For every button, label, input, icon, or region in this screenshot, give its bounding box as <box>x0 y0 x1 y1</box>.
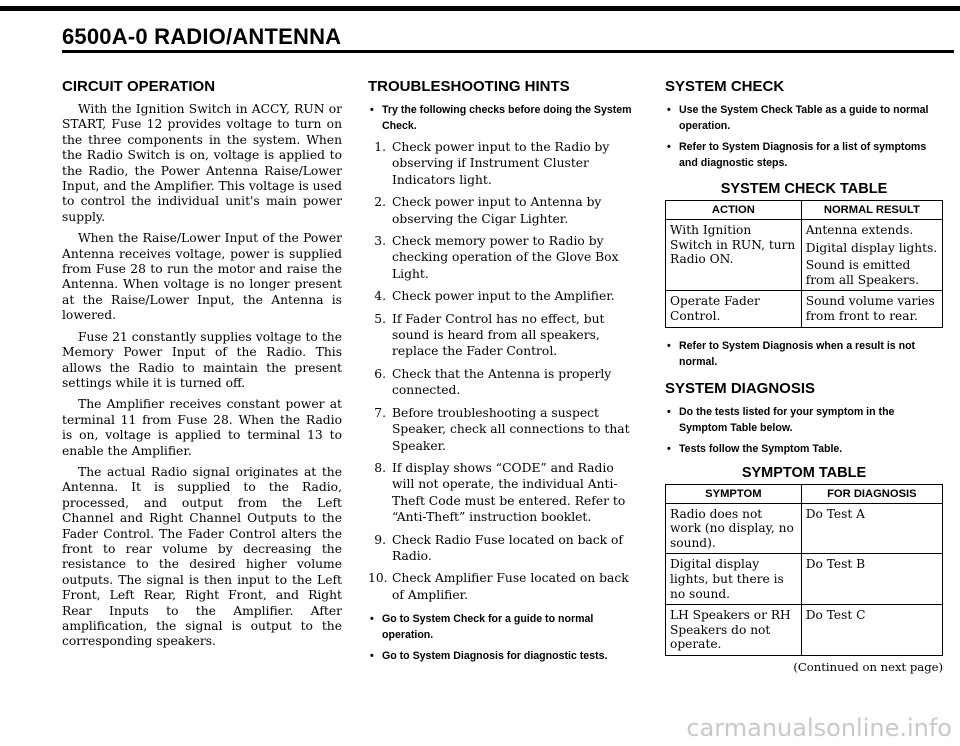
system-check-bullet: • Refer to System Diagnosis for a list of symptoms and diagnostic steps. <box>665 139 943 171</box>
troubleshooting-step <box>368 288 636 304</box>
symptom-cell: Digital display lights, but there is no sound. <box>666 554 802 605</box>
troubleshooting-step <box>368 460 636 526</box>
table-row <box>666 503 943 554</box>
troubleshooting-step <box>368 139 636 188</box>
result-line: Sound volume varies from front to rear. <box>805 294 935 323</box>
result-line: Antenna extends. <box>805 223 914 237</box>
system-check-heading: SYSTEM CHECK <box>665 78 785 95</box>
step-text: Check Radio Fuse located on back of Radio. <box>392 532 623 563</box>
troubleshooting-bullets <box>368 611 636 664</box>
step-number: 10. <box>368 571 388 586</box>
column-header-normal-result: NORMAL RESULT <box>801 201 942 220</box>
continued-note: (Continued on next page) <box>793 659 943 674</box>
circuit-paragraph: The actual Radio signal originates at the Antenna. It is supplied to the Radio, processed, and output from the Left Channel and Right Channel Outputs to the Fader Control. The Fader Control alters the front to rear volume by decreasing the resistance to the desired higher volume outputs. The signal is then input to the Left Front, Left Rear, Right Front, and Right Rear Inputs to the Amplifier. After amplification, the signal is output to the corresponding speakers. <box>62 464 342 649</box>
step-text: Check that the Antenna is properly connected. <box>392 366 612 398</box>
step-text: Check power input to Antenna by observing the Cigar Lighter. <box>392 195 602 226</box>
system-diagnosis-bullet: • Do the tests listed for your symptom in the Symptom Table below. <box>665 404 943 436</box>
troubleshooting-step <box>368 570 636 603</box>
diagnosis-cell: Do Test C <box>801 605 942 656</box>
troubleshooting-step <box>368 366 636 399</box>
system-check-bullet: • Use the System Check Table as a guide to normal operation. <box>665 102 943 134</box>
diagnosis-cell: Do Test A <box>801 503 942 554</box>
result-line: Digital display lights. <box>805 240 938 255</box>
troubleshooting-bullet: • Go to System Diagnosis for diagnostic tests. <box>368 648 636 664</box>
troubleshooting-heading: TROUBLESHOOTING HINTS <box>368 78 570 95</box>
circuit-paragraph: Fuse 21 constantly supplies voltage to the Memory Power Input of the Radio. This allows the Radio to maintain the present settings while it is turned off. <box>62 329 342 390</box>
troubleshooting-intro-list <box>368 102 636 134</box>
system-diagnosis-heading: SYSTEM DIAGNOSIS <box>665 379 816 397</box>
step-text: Check power input to the Radio by observing if Instrument Cluster Indicators light. <box>392 140 610 187</box>
circuit-paragraph: When the Raise/Lower Input of the Power Antenna receives voltage, power is supplied from Fuse 28 to run the motor and raise the Antenna. When voltage is no longer present at the Raise/Lower Input, the Antenna is lowered. <box>62 231 342 323</box>
system-diagnosis-bullet: • Tests follow the Symptom Table. <box>665 441 943 457</box>
step-text: If Fader Control has no effect, but sound is heard from all speakers, replace the Fader Control. <box>392 311 605 359</box>
step-number: 7. <box>374 405 386 420</box>
step-number: 8. <box>374 460 386 475</box>
troubleshooting-step <box>368 194 636 227</box>
system-check-note: • Refer to System Diagnosis when a result is not normal. <box>665 338 943 370</box>
watermark: carmanualsonline.info <box>686 714 952 742</box>
step-number: 9. <box>374 532 386 547</box>
troubleshooting-section <box>368 78 636 669</box>
system-check-note-list <box>665 338 943 370</box>
troubleshooting-step <box>368 405 636 454</box>
symptom-table <box>665 484 943 656</box>
result-cell <box>801 291 942 327</box>
result-cell <box>801 220 942 291</box>
table-row <box>666 554 943 605</box>
troubleshooting-step <box>368 532 636 565</box>
table-row <box>666 291 943 327</box>
system-check-table-title: SYSTEM CHECK TABLE <box>720 181 888 197</box>
column-header-symptom: SYMPTOM <box>666 484 802 503</box>
table-header-row <box>666 201 943 220</box>
troubleshooting-intro: • Try the following checks before doing the System Check. <box>368 102 636 134</box>
step-number: 5. <box>374 311 386 326</box>
step-number: 6. <box>374 366 386 381</box>
circuit-operation-heading: CIRCUIT OPERATION <box>62 78 216 95</box>
circuit-operation-section <box>62 78 342 656</box>
header-rule <box>62 50 954 53</box>
step-text: Check memory power to Radio by checking operation of the Glove Box Light. <box>392 234 619 281</box>
step-number: 2. <box>374 195 386 210</box>
action-cell: Operate Fader Control. <box>666 291 802 327</box>
diagnosis-cell: Do Test B <box>801 554 942 605</box>
table-row <box>666 605 943 656</box>
system-check-section <box>665 78 943 674</box>
column-header-for-diagnosis: FOR DIAGNOSIS <box>801 484 942 503</box>
top-rule <box>0 6 960 11</box>
step-number: 4. <box>374 289 386 304</box>
step-number: 3. <box>374 234 386 249</box>
symptom-cell: LH Speakers or RH Speakers do not operate. <box>666 605 802 656</box>
step-text: Check power input to the Amplifier. <box>392 289 615 304</box>
table-row <box>666 220 943 291</box>
troubleshooting-step <box>368 311 636 360</box>
symptom-cell: Radio does not work (no display, no sound). <box>666 503 802 554</box>
symptom-table-title: SYMPTOM TABLE <box>741 464 867 481</box>
table-header-row <box>666 484 943 503</box>
troubleshooting-bullet: • Go to System Check for a guide to normal operation. <box>368 611 636 643</box>
system-diagnosis-bullets <box>665 404 943 457</box>
result-line: Sound is emitted from all Speakers. <box>805 258 919 287</box>
step-text: Check Amplifier Fuse located on back of Amplifier. <box>392 571 629 602</box>
circuit-paragraph: The Amplifier receives constant power at terminal 11 from Fuse 28. When the Radio is on, voltage is applied to terminal 13 to enable the Amplifier. <box>62 397 342 458</box>
circuit-paragraph: With the Ignition Switch in ACCY, RUN or START, Fuse 12 provides voltage to turn on the three components in the system. When the Radio Switch is on, voltage is applied to the Radio, the Power Antenna Raise/Lower Input, and the Amplifier. This voltage is used to control the individual unit's main power supply. <box>62 102 342 224</box>
action-cell: With Ignition Switch in RUN, turn Radio ON. <box>666 220 802 291</box>
column-header-action: ACTION <box>666 201 802 220</box>
step-text: Before troubleshooting a suspect Speaker, check all connections to that Speaker. <box>392 405 630 453</box>
step-number: 1. <box>374 140 386 154</box>
troubleshooting-step <box>368 233 636 282</box>
system-check-bullets <box>665 102 943 171</box>
page-title: 6500A-0 RADIO/ANTENNA <box>62 24 342 49</box>
troubleshooting-steps <box>368 139 636 603</box>
system-check-table <box>665 200 943 328</box>
step-text: If display shows “CODE” and Radio will not operate, the individual Anti-Theft Code must be entered. Refer to “Anti-Theft” instruction booklet. <box>392 460 626 525</box>
